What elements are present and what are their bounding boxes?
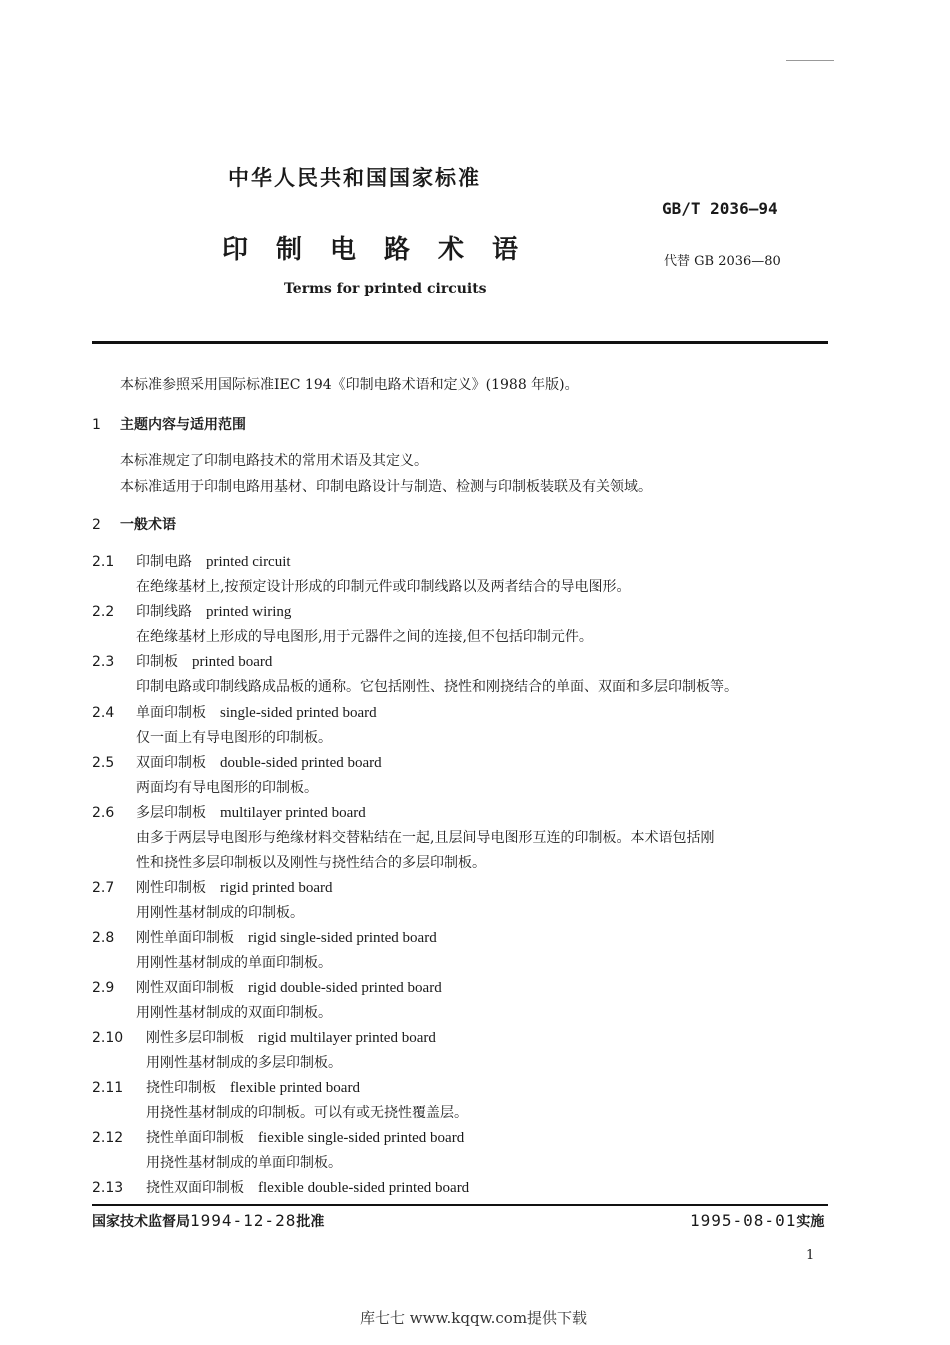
approval-label: 批准 (296, 1214, 325, 1230)
term-number: 2.10 (92, 1030, 124, 1046)
effective-label: 实施 (796, 1214, 825, 1230)
term-number: 2.3 (92, 654, 115, 670)
term-definition: 印制电路或印制线路成品板的通称。它包括刚性、挠性和刚挠结合的单面、双面和多层印制板等。 (136, 679, 738, 695)
term-entry (92, 1027, 436, 1047)
term-entry (92, 1077, 360, 1097)
download-watermark: 库七七 www.kqqw.com提供下载 (360, 1309, 588, 1327)
term-number: 2.7 (92, 880, 115, 896)
term-definition: 由多于两层导电图形与绝缘材料交替粘结在一起,且层间导电图形互连的印制板。本术语包括刚 (136, 830, 715, 846)
approval-date: 1994-12-28 (190, 1211, 297, 1230)
term-number: 2.1 (92, 554, 115, 570)
section-number: 1 (92, 417, 101, 433)
term-entry (92, 752, 382, 772)
term-en: rigid single-sided printed board (248, 930, 437, 946)
term-zh: 刚性双面印制板 (136, 980, 234, 996)
term-zh: 挠性印制板 (146, 1080, 216, 1096)
term-number: 2.8 (92, 930, 115, 946)
intro-paragraph: 本标准参照采用国际标准IEC 194《印制电路术语和定义》(1988 年版)。 (120, 377, 579, 393)
term-definition: 性和挠性多层印制板以及刚性与挠性结合的多层印制板。 (136, 855, 486, 871)
term-en: double-sided printed board (220, 755, 382, 771)
term-definition: 仅一面上有导电图形的印制板。 (136, 730, 332, 746)
section-number: 2 (92, 517, 101, 533)
term-number: 2.4 (92, 705, 115, 721)
term-en: flexible double-sided printed board (258, 1180, 470, 1196)
term-entry (92, 1127, 464, 1147)
term-definition: 两面均有导电图形的印制板。 (136, 780, 318, 796)
term-definition: 用刚性基材制成的双面印制板。 (136, 1005, 332, 1021)
term-zh: 刚性单面印制板 (136, 930, 234, 946)
term-number: 2.13 (92, 1180, 124, 1196)
term-entry (92, 702, 377, 722)
approval-line (92, 1211, 324, 1231)
page-number: 1 (806, 1248, 815, 1263)
term-zh: 印制电路 (136, 554, 192, 570)
term-zh: 印制板 (136, 654, 178, 670)
term-number: 2.2 (92, 604, 115, 620)
term-entry (92, 601, 291, 621)
term-entry (92, 927, 437, 947)
term-definition: 用挠性基材制成的单面印制板。 (146, 1155, 342, 1171)
term-en: single-sided printed board (220, 705, 377, 721)
term-number: 2.9 (92, 980, 115, 996)
term-definition: 用刚性基材制成的印制板。 (136, 905, 304, 921)
term-en: rigid multilayer printed board (258, 1030, 436, 1046)
term-entry (92, 802, 366, 822)
term-zh: 双面印制板 (136, 755, 206, 771)
document-title: 印制电路术语 (222, 235, 547, 265)
term-en: printed wiring (206, 604, 292, 620)
term-en: rigid double-sided printed board (248, 980, 442, 996)
section-2-heading (92, 514, 176, 534)
term-entry (92, 551, 291, 571)
term-definition: 用刚性基材制成的单面印制板。 (136, 955, 332, 971)
corner-mark (786, 60, 834, 61)
term-entry (92, 877, 332, 897)
term-definition: 在绝缘基材上形成的导电图形,用于元器件之间的连接,但不包括印制元件。 (136, 629, 593, 645)
term-definition: 用刚性基材制成的多层印制板。 (146, 1055, 342, 1071)
term-en: printed circuit (206, 554, 291, 570)
term-entry (92, 651, 272, 671)
replaces-standard: 代替 GB 2036—80 (664, 254, 781, 269)
effective-date: 1995-08-01 (690, 1211, 797, 1230)
effective-line (690, 1211, 824, 1231)
term-number: 2.12 (92, 1130, 124, 1146)
section-1-paragraph: 本标准适用于印制电路用基材、印制电路设计与制造、检测与印制板装联及有关领域。 (120, 479, 652, 495)
issuer: 国家技术监督局 (92, 1214, 190, 1230)
english-title: Terms for printed circuits (284, 281, 487, 297)
section-1-paragraph: 本标准规定了印制电路技术的常用术语及其定义。 (120, 453, 428, 469)
term-zh: 挠性单面印制板 (146, 1130, 244, 1146)
term-zh: 挠性双面印制板 (146, 1180, 244, 1196)
term-zh: 刚性印制板 (136, 880, 206, 896)
term-definition: 用挠性基材制成的印制板。可以有或无挠性覆盖层。 (146, 1105, 468, 1121)
footer-rule (92, 1204, 828, 1206)
term-en: fiexible single-sided printed board (258, 1130, 465, 1146)
term-zh: 刚性多层印制板 (146, 1030, 244, 1046)
term-en: printed board (192, 654, 273, 670)
term-definition: 在绝缘基材上,按预定设计形成的印制元件或印制线路以及两者结合的导电图形。 (136, 579, 631, 595)
section-title: 一般术语 (120, 517, 177, 533)
term-entry (92, 1177, 469, 1197)
term-zh: 印制线路 (136, 604, 192, 620)
section-1-heading (92, 414, 246, 434)
term-zh: 单面印制板 (136, 705, 206, 721)
term-en: flexible printed board (230, 1080, 360, 1096)
term-en: multilayer printed board (220, 805, 366, 821)
term-number: 2.11 (92, 1080, 124, 1096)
term-zh: 多层印制板 (136, 805, 206, 821)
term-en: rigid printed board (220, 880, 333, 896)
standard-number: GB/T 2036—94 (662, 199, 778, 218)
term-entry (92, 977, 442, 997)
term-number: 2.6 (92, 805, 115, 821)
term-number: 2.5 (92, 755, 115, 771)
national-standard-title: 中华人民共和国国家标准 (228, 166, 481, 190)
section-title: 主题内容与适用范围 (120, 417, 247, 433)
header-rule (92, 341, 828, 344)
